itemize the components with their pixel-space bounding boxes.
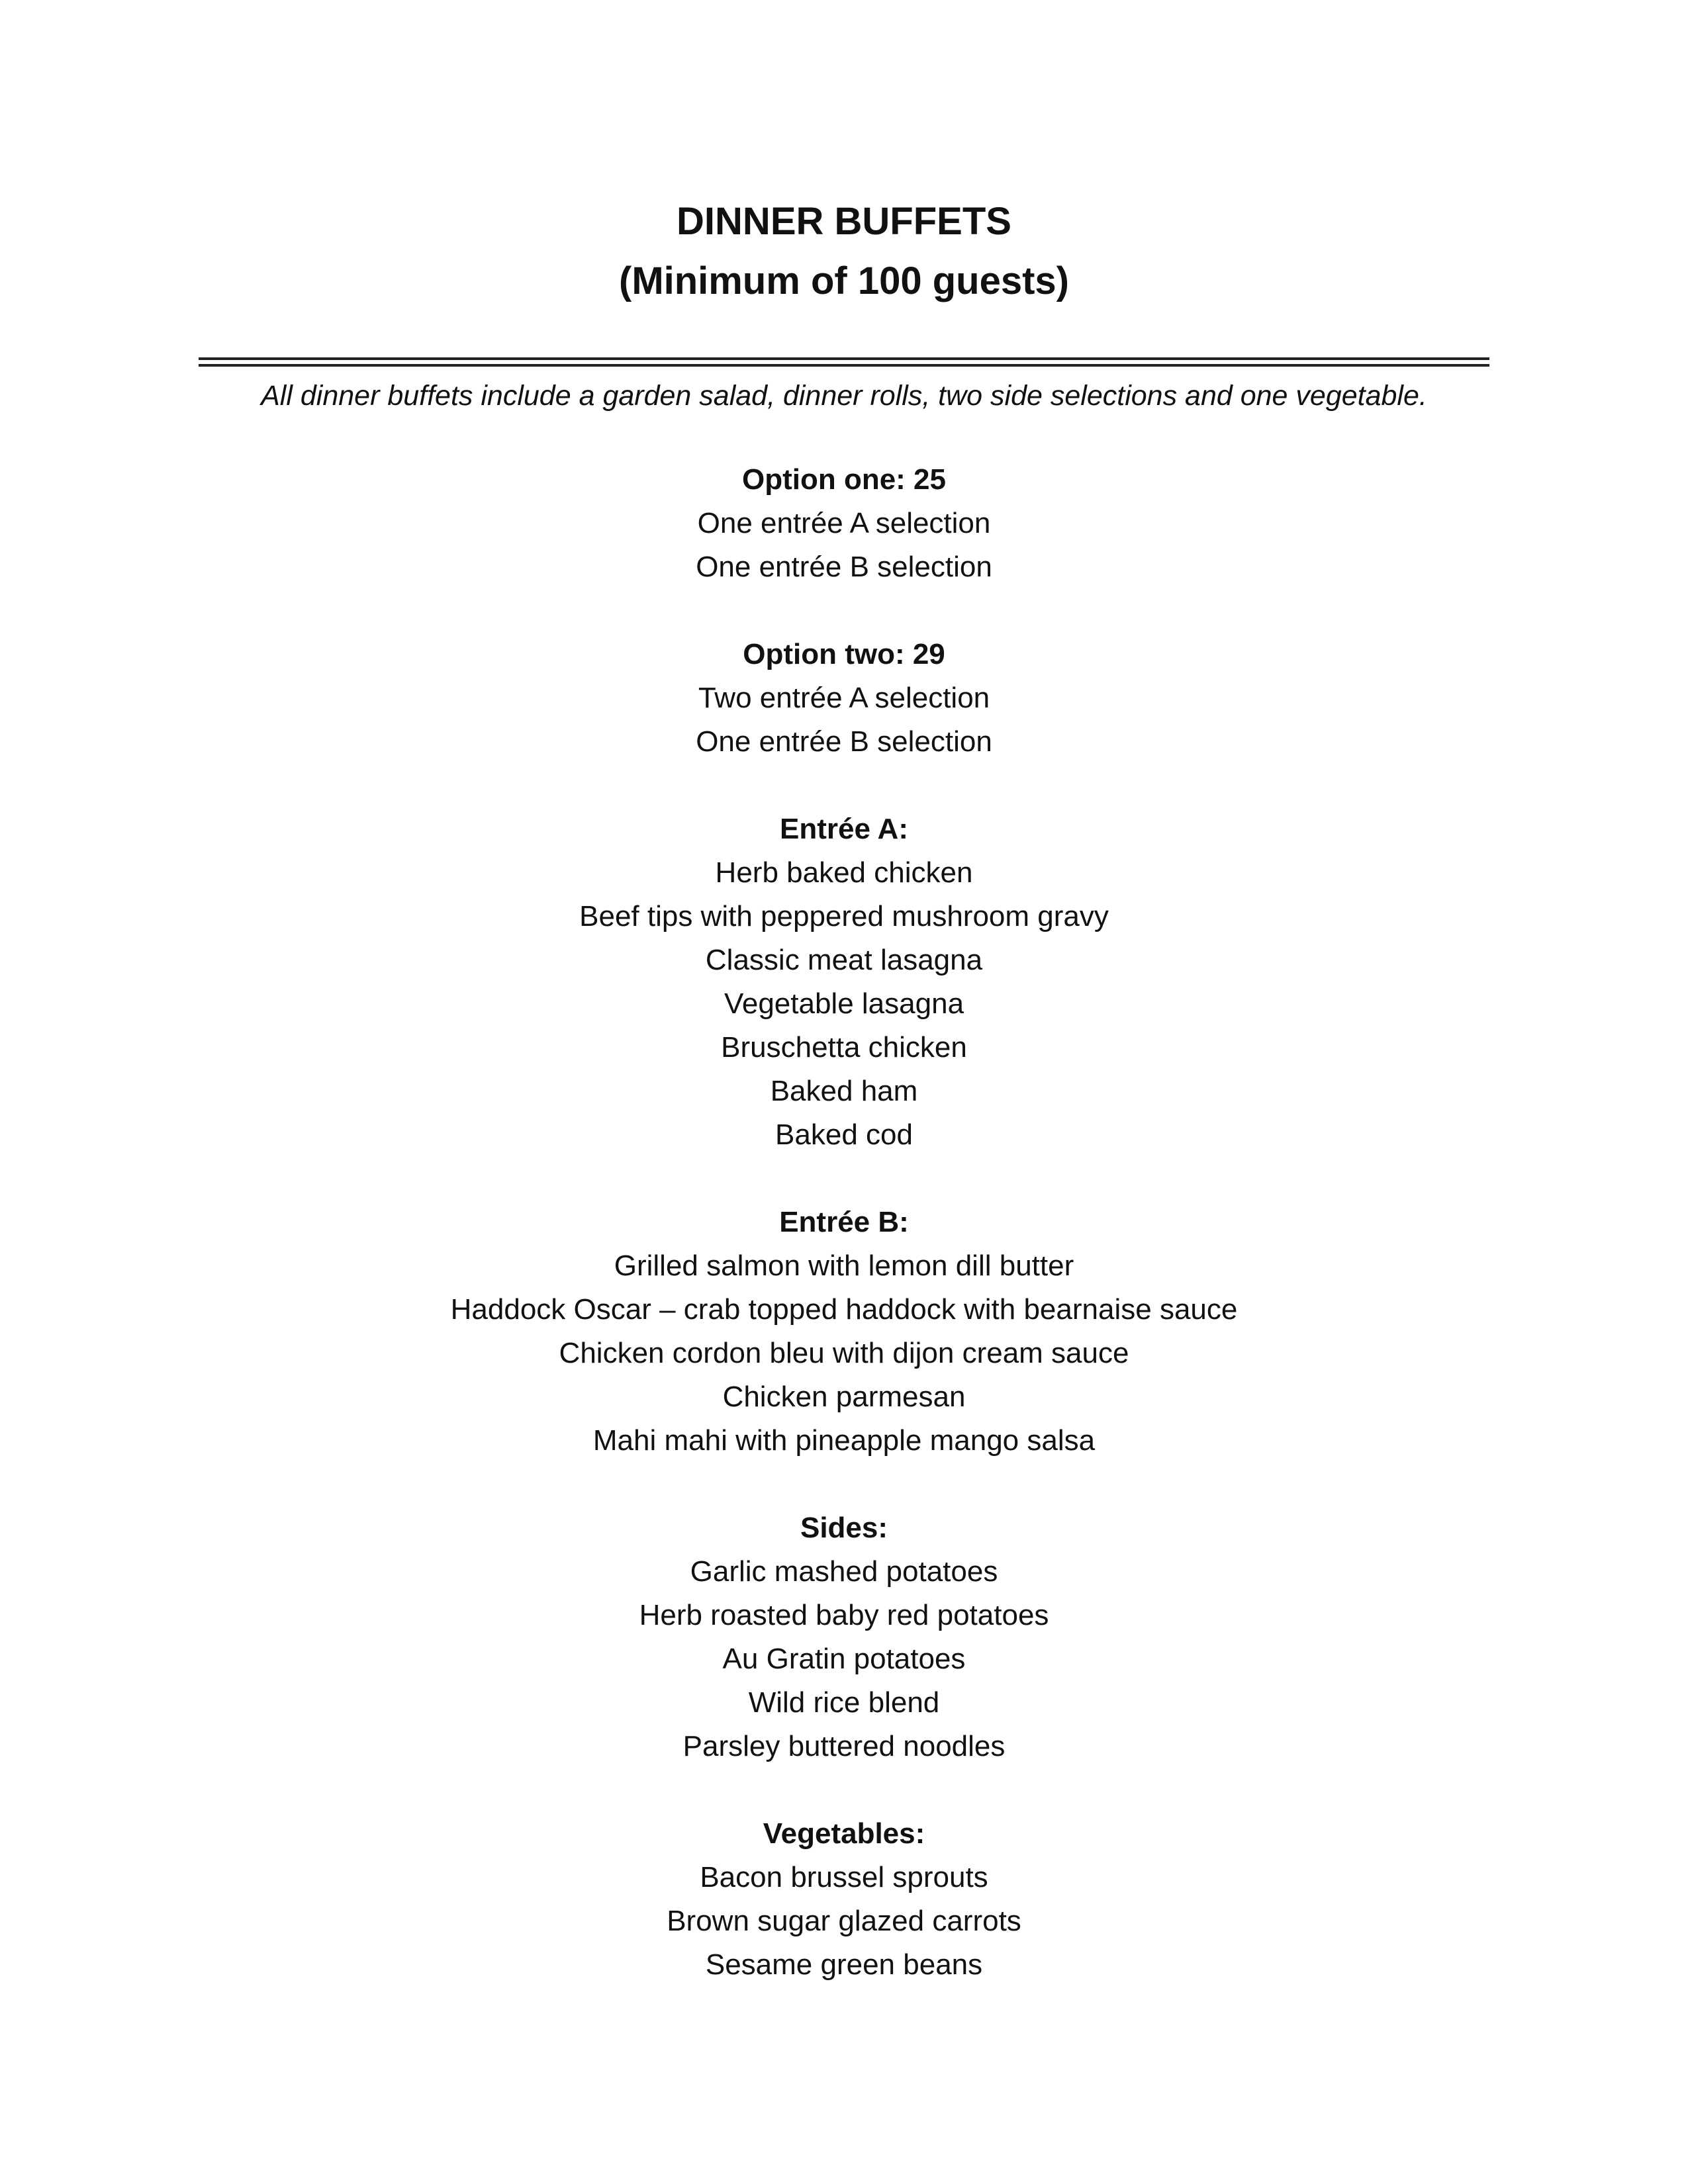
section-option-two (0, 633, 1688, 764)
section-heading: Sides: (800, 1512, 888, 1544)
list-item: Bacon brussel sprouts (700, 1861, 988, 1893)
double-rule-top (199, 357, 1489, 360)
list-item: Vegetable lasagna (724, 987, 964, 1020)
section-heading: Option two: 29 (743, 638, 945, 670)
page-subtitle: (Minimum of 100 guests) (619, 259, 1069, 302)
list-item: Garlic mashed potatoes (690, 1555, 998, 1588)
section-entree-a (0, 807, 1688, 1157)
list-item: Mahi mahi with pineapple mango salsa (592, 1424, 1096, 1457)
list-item: Au Gratin potatoes (722, 1643, 966, 1675)
list-item: Baked cod (775, 1118, 913, 1151)
list-item: Bruschetta chicken (721, 1031, 967, 1064)
list-item: Chicken parmesan (722, 1381, 966, 1413)
section-entree-b (0, 1201, 1688, 1463)
double-rule-bottom (199, 364, 1489, 367)
section-option-one (0, 458, 1688, 589)
section-heading: Option one: 25 (742, 463, 946, 496)
list-item: Baked ham (770, 1075, 918, 1107)
section-vegetables (0, 1812, 1688, 1987)
section-heading: Vegetables: (763, 1817, 925, 1850)
list-item: Parsley buttered noodles (682, 1730, 1006, 1762)
list-item: Two entrée A selection (698, 682, 990, 714)
list-item: One entrée B selection (696, 725, 992, 758)
list-item: Brown sugar glazed carrots (667, 1905, 1021, 1937)
list-item: Wild rice blend (748, 1686, 940, 1719)
menu-sections (0, 458, 1688, 2030)
list-item: Herb baked chicken (715, 856, 973, 889)
title-block (0, 192, 1688, 311)
section-heading: Entrée B: (779, 1206, 909, 1238)
section-heading: Entrée A: (780, 813, 908, 845)
list-item: Chicken cordon bleu with dijon cream sauce (559, 1337, 1129, 1369)
section-sides (0, 1506, 1688, 1768)
list-item: Classic meat lasagna (705, 944, 983, 976)
list-item: One entrée B selection (696, 551, 992, 583)
list-item: Beef tips with peppered mushroom gravy (579, 900, 1109, 933)
list-item: Haddock Oscar – crab topped haddock with bearnaise sauce (450, 1293, 1238, 1326)
list-item: Grilled salmon with lemon dill butter (614, 1250, 1074, 1282)
list-item: Herb roasted baby red potatoes (639, 1599, 1049, 1631)
list-item: Sesame green beans (705, 1948, 983, 1981)
page-title: DINNER BUFFETS (677, 200, 1011, 243)
list-item: One entrée A selection (697, 507, 991, 539)
intro-text: All dinner buffets include a garden salad, dinner rolls, two side selections and one vegetable. (261, 380, 1427, 412)
